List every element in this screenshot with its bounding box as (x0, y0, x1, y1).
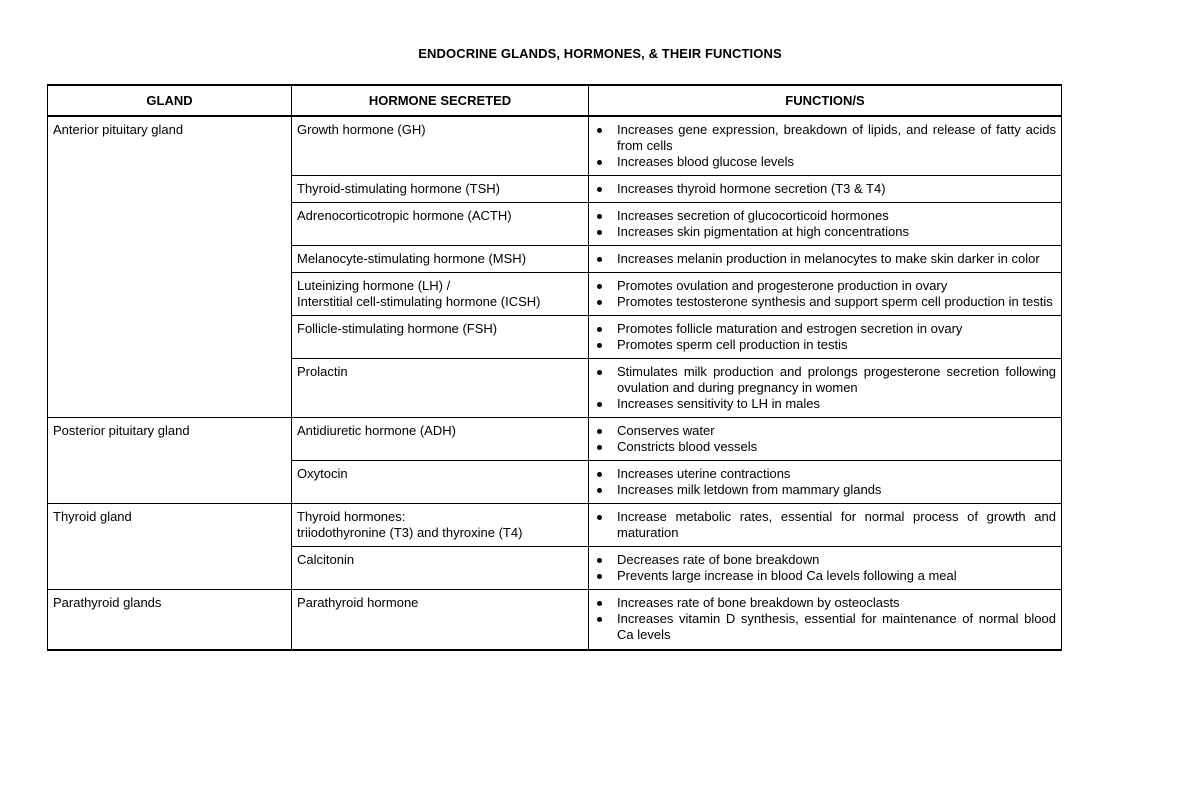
function-cell (589, 316, 1062, 359)
function-list (594, 595, 1056, 643)
bullet-icon (597, 257, 602, 262)
function-item (594, 568, 1056, 584)
gland-cell: Parathyroid glands (48, 590, 292, 651)
function-cell (589, 203, 1062, 246)
bullet-icon (597, 445, 602, 450)
table-row (48, 418, 1062, 461)
bullet-icon (597, 327, 602, 332)
function-item (594, 278, 1056, 294)
function-text: Promotes testosterone synthesis and support sperm cell production in testis (617, 294, 1053, 309)
function-cell (589, 418, 1062, 461)
function-text: Increases rate of bone breakdown by osteoclasts (617, 595, 900, 610)
function-text: Increases secretion of glucocorticoid hormones (617, 208, 889, 223)
function-item (594, 208, 1056, 224)
function-cell (589, 547, 1062, 590)
function-item (594, 423, 1056, 439)
function-item (594, 154, 1056, 170)
function-cell (589, 359, 1062, 418)
table-row (48, 116, 1062, 176)
function-text: Increases uterine contractions (617, 466, 791, 481)
gland-cell: Anterior pituitary gland (48, 116, 292, 418)
function-list (594, 251, 1056, 267)
hormone-name: Parathyroid hormone (297, 595, 419, 610)
hormone-name: Adrenocorticotropic hormone (ACTH) (297, 208, 512, 223)
bullet-icon (597, 160, 602, 165)
function-cell (589, 273, 1062, 316)
function-item (594, 595, 1056, 611)
bullet-icon (597, 284, 602, 289)
function-text: Promotes follicle maturation and estrogen secretion in ovary (617, 321, 963, 336)
function-item (594, 337, 1056, 353)
hormone-name: Melanocyte-stimulating hormone (MSH) (297, 251, 527, 266)
function-text: Increases melanin production in melanocytes to make skin darker in color (617, 251, 1040, 266)
hormone-cell (292, 176, 589, 203)
function-text: Decreases rate of bone breakdown (617, 552, 820, 567)
function-text: Stimulates milk production and prolongs progesterone secretion following ovulation and during pregnancy in women (617, 364, 1056, 395)
hormone-name: Luteinizing hormone (LH) / (297, 278, 451, 293)
function-list (594, 552, 1056, 584)
hormone-name: Thyroid hormones: (297, 509, 406, 524)
function-text: Increases thyroid hormone secretion (T3 & T4) (617, 181, 886, 196)
hormone-cell (292, 246, 589, 273)
hormone-name: Follicle-stimulating hormone (FSH) (297, 321, 498, 336)
function-list (594, 423, 1056, 455)
bullet-icon (597, 343, 602, 348)
bullet-icon (597, 488, 602, 493)
bullet-icon (597, 472, 602, 477)
page-title: ENDOCRINE GLANDS, HORMONES, & THEIR FUNCTIONS (418, 46, 782, 61)
hormone-cell (292, 504, 589, 547)
hormone-name: Growth hormone (GH) (297, 122, 426, 137)
function-item (594, 439, 1056, 455)
function-item (594, 552, 1056, 568)
function-list (594, 181, 1056, 197)
hormone-cell (292, 547, 589, 590)
gland-cell: Posterior pituitary gland (48, 418, 292, 504)
function-cell (589, 504, 1062, 547)
table-row (48, 590, 1062, 651)
hormone-name: Prolactin (297, 364, 348, 379)
function-cell (589, 590, 1062, 651)
function-item (594, 321, 1056, 337)
bullet-icon (597, 187, 602, 192)
function-list (594, 122, 1056, 170)
function-item (594, 364, 1056, 396)
function-list (594, 466, 1056, 498)
bullet-icon (597, 601, 602, 606)
bullet-icon (597, 402, 602, 407)
bullet-icon (597, 230, 602, 235)
function-text: Increases sensitivity to LH in males (617, 396, 821, 411)
function-item (594, 396, 1056, 412)
function-item (594, 294, 1056, 310)
function-text: Promotes sperm cell production in testis (617, 337, 848, 352)
gland-cell: Thyroid gland (48, 504, 292, 590)
function-item (594, 122, 1056, 154)
function-cell (589, 246, 1062, 273)
bullet-icon (597, 300, 602, 305)
hormone-cell (292, 461, 589, 504)
hormone-name: Interstitial cell-stimulating hormone (ICSH) (297, 294, 541, 309)
column-header-functions: FUNCTION/S (589, 85, 1062, 116)
function-cell (589, 461, 1062, 504)
hormone-cell (292, 273, 589, 316)
function-item (594, 509, 1056, 541)
function-list (594, 321, 1056, 353)
hormone-cell (292, 359, 589, 418)
bullet-icon (597, 128, 602, 133)
function-text: Conserves water (617, 423, 715, 438)
hormone-name: triiodothyronine (T3) and thyroxine (T4) (297, 525, 523, 540)
function-cell (589, 116, 1062, 176)
hormone-name: Calcitonin (297, 552, 355, 567)
function-item (594, 181, 1056, 197)
bullet-icon (597, 370, 602, 375)
function-item (594, 224, 1056, 240)
function-item (594, 482, 1056, 498)
function-list (594, 278, 1056, 310)
table-header-row (48, 85, 1062, 116)
function-text: Prevents large increase in blood Ca levels following a meal (617, 568, 957, 583)
function-cell (589, 176, 1062, 203)
function-list (594, 364, 1056, 412)
endocrine-table (47, 84, 1062, 651)
hormone-name: Antidiuretic hormone (ADH) (297, 423, 456, 438)
function-item (594, 611, 1056, 643)
function-text: Constricts blood vessels (617, 439, 758, 454)
bullet-icon (597, 574, 602, 579)
hormone-cell (292, 418, 589, 461)
column-header-hormone: HORMONE SECRETED (292, 85, 589, 116)
bullet-icon (597, 429, 602, 434)
bullet-icon (597, 558, 602, 563)
table-row (48, 504, 1062, 547)
column-header-gland: GLAND (48, 85, 292, 116)
hormone-cell (292, 316, 589, 359)
hormone-cell (292, 116, 589, 176)
function-text: Increase metabolic rates, essential for normal process of growth and maturation (617, 509, 1056, 540)
hormone-name: Thyroid-stimulating hormone (TSH) (297, 181, 501, 196)
function-text: Increases skin pigmentation at high concentrations (617, 224, 909, 239)
function-text: Promotes ovulation and progesterone production in ovary (617, 278, 948, 293)
function-list (594, 208, 1056, 240)
function-list (594, 509, 1056, 541)
bullet-icon (597, 214, 602, 219)
function-text: Increases gene expression, breakdown of lipids, and release of fatty acids from cells (617, 122, 1056, 153)
bullet-icon (597, 515, 602, 520)
bullet-icon (597, 617, 602, 622)
function-item (594, 251, 1056, 267)
hormone-cell (292, 203, 589, 246)
function-text: Increases blood glucose levels (617, 154, 795, 169)
function-text: Increases milk letdown from mammary glands (617, 482, 882, 497)
function-item (594, 466, 1056, 482)
hormone-cell (292, 590, 589, 651)
function-text: Increases vitamin D synthesis, essential for maintenance of normal blood Ca levels (617, 611, 1056, 642)
table-body (48, 116, 1062, 650)
hormone-name: Oxytocin (297, 466, 348, 481)
